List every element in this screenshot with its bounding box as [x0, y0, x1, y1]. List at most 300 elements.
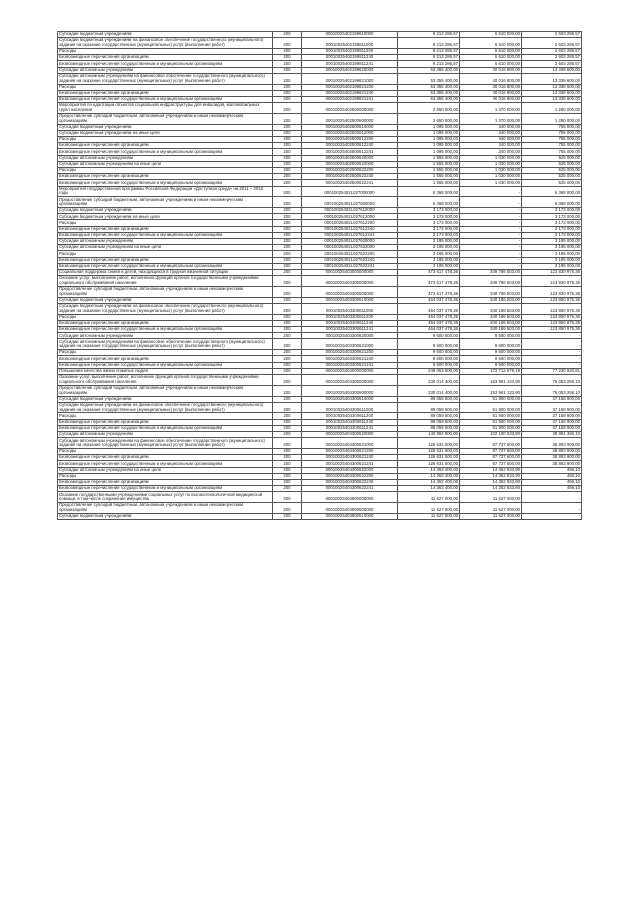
classification-code-cell: 00010025402L027620000 — [302, 239, 398, 245]
executed-amount-cell: 340 000,00 — [460, 130, 522, 136]
approved-amount-cell: 2 650 000,00 — [398, 113, 460, 124]
unexecuted-amount-cell: 38 893 900,00 — [522, 455, 582, 461]
approved-amount-cell: 9 213 286,57 — [398, 32, 460, 38]
unexecuted-amount-cell: 755 000,00 — [522, 124, 582, 130]
line-code-cell: 200 — [273, 473, 302, 479]
executed-amount-cell: 1 030 000,00 — [460, 180, 522, 186]
expense-name-cell: Безвозмездные перечисления организациям — [58, 356, 273, 362]
table-row — [58, 492, 582, 503]
table-row — [58, 197, 582, 208]
executed-amount-cell: 340 186 503,00 — [460, 314, 522, 320]
classification-code-cell: 00010025404300621241 — [302, 461, 398, 467]
classification-code-cell: 00010025403300600000 — [302, 286, 398, 297]
expense-name-cell: Расходы — [58, 449, 273, 455]
executed-amount-cell: 1 030 000,00 — [460, 167, 522, 173]
classification-code-cell: 00010025402L027622240 — [302, 257, 398, 263]
executed-amount-cell: 51 900 000,00 — [460, 425, 522, 431]
executed-amount-cell: - — [460, 186, 522, 197]
line-code-cell: 200 — [273, 251, 302, 257]
expense-name-cell: Субсидии бюджетным учреждениям — [58, 297, 273, 303]
line-code-cell: 200 — [273, 479, 302, 485]
line-code-cell: 200 — [273, 226, 302, 232]
expense-name-cell: Безвозмездные перечисления государственным и муниципальным организациям — [58, 232, 273, 238]
unexecuted-amount-cell: 13 338 600,00 — [522, 96, 582, 102]
approved-amount-cell: 464 037 478,36 — [398, 303, 460, 314]
line-code-cell: 200 — [273, 38, 302, 49]
line-code-cell: 200 — [273, 374, 302, 385]
classification-code-cell: 00010025403000000000 — [302, 269, 398, 275]
expense-name-cell: Расходы — [58, 350, 273, 356]
classification-code-cell: 00010025403300621241 — [302, 362, 398, 368]
classification-code-cell: 00010025403300610000 — [302, 297, 398, 303]
unexecuted-amount-cell: 2 603 286,57 — [522, 61, 582, 67]
line-code-cell: 200 — [273, 263, 302, 269]
executed-amount-cell: 9 600 000,00 — [460, 362, 522, 368]
line-code-cell: 200 — [273, 180, 302, 186]
unexecuted-amount-cell: 3 195 000,00 — [522, 257, 582, 263]
approved-amount-cell: 9 213 286,57 — [398, 61, 460, 67]
executed-amount-cell: 340 186 503,00 — [460, 303, 522, 314]
approved-amount-cell: 89 059 500,00 — [398, 402, 460, 413]
approved-amount-cell: 1 095 000,00 — [398, 143, 460, 149]
unexecuted-amount-cell: 755 000,00 — [522, 143, 582, 149]
classification-code-cell: 00010025404300621200 — [302, 449, 398, 455]
approved-amount-cell: 473 617 478,36 — [398, 269, 460, 275]
classification-code-cell: 00010025404900600000 — [302, 503, 398, 514]
table-row — [58, 286, 582, 297]
classification-code-cell: 00010025403300621000 — [302, 339, 398, 350]
unexecuted-amount-cell: 2 603 286,57 — [522, 38, 582, 49]
expense-name-cell: Расходы — [58, 251, 273, 257]
line-code-cell: 200 — [273, 257, 302, 263]
approved-amount-cell: 3 173 000,00 — [398, 208, 460, 214]
line-code-cell: 200 — [273, 503, 302, 514]
line-code-cell: 200 — [273, 161, 302, 167]
expense-name-cell: Предоставление субсидий бюджетным, автономным учреждениям и иным некоммерческим организациям — [58, 197, 273, 208]
expense-name-cell: Расходы — [58, 473, 273, 479]
line-code-cell: 200 — [273, 276, 302, 287]
expense-name-cell: Субсидии автономным учреждениям на иные цели — [58, 161, 273, 167]
unexecuted-amount-cell: 466,10 — [522, 473, 582, 479]
classification-code-cell: 00010025402500622241 — [302, 180, 398, 186]
unexecuted-amount-cell: 123 830 975,36 — [522, 286, 582, 297]
line-code-cell: 200 — [273, 137, 302, 143]
line-code-cell: 200 — [273, 339, 302, 350]
unexecuted-amount-cell: 1 280 000,00 — [522, 113, 582, 124]
line-code-cell: 200 — [273, 467, 302, 473]
executed-amount-cell: 11 627 000,00 — [460, 492, 522, 503]
classification-code-cell: 00010025402L027612241 — [302, 232, 398, 238]
classification-code-cell: 00010025402500600000 — [302, 113, 398, 124]
line-code-cell: 200 — [273, 96, 302, 102]
expense-name-cell: Безвозмездные перечисления государственным и муниципальным организациям — [58, 327, 273, 333]
unexecuted-amount-cell: 755 000,00 — [522, 130, 582, 136]
expense-name-cell: Субсидии автономным учреждениям на финансовое обеспечение государственного (муниципального) задания на оказание государственных (муниципальных) услуг (выполнение работ) — [58, 73, 273, 84]
classification-code-cell: 00010025402L027622000 — [302, 245, 398, 251]
expense-name-cell: Оказание услуг, выполнение работ, исполнение функций органов государственными учреждениями социального обслуживания населения — [58, 276, 273, 287]
line-code-cell: 200 — [273, 356, 302, 362]
approved-amount-cell: 14 363 400,00 — [398, 467, 460, 473]
line-code-cell: 200 — [273, 425, 302, 431]
expense-name-cell: Оказание услуг, выполнение работ, исполнение функций органов государственными учреждениями социального обслуживания населения — [58, 374, 273, 385]
approved-amount-cell: 464 037 478,36 — [398, 320, 460, 326]
executed-amount-cell: 51 900 000,00 — [460, 419, 522, 425]
executed-amount-cell: - — [460, 251, 522, 257]
line-code-cell: 200 — [273, 32, 302, 38]
classification-code-cell: 00010025402500612000 — [302, 130, 398, 136]
table-row — [58, 374, 582, 385]
executed-amount-cell: 11 627 000,00 — [460, 513, 522, 519]
classification-code-cell: 00010025402L027612200 — [302, 220, 398, 226]
line-code-cell: 200 — [273, 67, 302, 73]
expense-name-cell: Субсидии бюджетным учреждениям — [58, 208, 273, 214]
approved-amount-cell: 9 600 000,00 — [398, 339, 460, 350]
classification-code-cell: 00010025402500612200 — [302, 137, 398, 143]
classification-code-cell: 00010025402L027600000 — [302, 197, 398, 208]
approved-amount-cell: 1 555 000,00 — [398, 161, 460, 167]
expense-name-cell: Субсидии автономным учреждениям — [58, 333, 273, 339]
approved-amount-cell: 464 037 478,36 — [398, 314, 460, 320]
table-row — [58, 103, 582, 114]
line-code-cell: 200 — [273, 327, 302, 333]
approved-amount-cell: 11 627 000,00 — [398, 513, 460, 519]
approved-amount-cell: 3 173 000,00 — [398, 226, 460, 232]
classification-code-cell: 00010025402500622200 — [302, 167, 398, 173]
table-row — [58, 113, 582, 124]
expense-name-cell: Субсидии бюджетным учреждениям на иные цели — [58, 214, 273, 220]
executed-amount-cell: 40 016 800,00 — [460, 84, 522, 90]
approved-amount-cell: 11 627 000,00 — [398, 492, 460, 503]
executed-amount-cell: - — [460, 245, 522, 251]
classification-code-cell: 00010025402500622240 — [302, 174, 398, 180]
executed-amount-cell: 340 000,00 — [460, 137, 522, 143]
unexecuted-amount-cell: 3 173 000,00 — [522, 214, 582, 220]
unexecuted-amount-cell: 3 173 000,00 — [522, 208, 582, 214]
executed-amount-cell: 153 961 133,90 — [460, 374, 522, 385]
classification-code-cell: 00010025404300600000 — [302, 385, 398, 396]
unexecuted-amount-cell: 123 830 975,36 — [522, 276, 582, 287]
expense-name-cell: Расходы — [58, 48, 273, 54]
executed-amount-cell: 349 786 503,00 — [460, 286, 522, 297]
line-code-cell: 200 — [273, 149, 302, 155]
executed-amount-cell: - — [460, 232, 522, 238]
unexecuted-amount-cell: 525 000,00 — [522, 174, 582, 180]
classification-code-cell: 00010025404300000000 — [302, 374, 398, 385]
approved-amount-cell: 1 555 000,00 — [398, 167, 460, 173]
approved-amount-cell: 1 095 000,00 — [398, 137, 460, 143]
executed-amount-cell: 51 900 000,00 — [460, 402, 522, 413]
expense-name-cell: Безвозмездные перечисления организациям — [58, 419, 273, 425]
expense-name-cell: Субсидии автономным учреждениям — [58, 67, 273, 73]
executed-amount-cell: 6 610 000,00 — [460, 61, 522, 67]
line-code-cell: 200 — [273, 90, 302, 96]
executed-amount-cell: - — [460, 214, 522, 220]
executed-amount-cell: 14 362 933,90 — [460, 473, 522, 479]
classification-code-cell: 00010025404300611241 — [302, 425, 398, 431]
unexecuted-amount-cell: 3 195 000,00 — [522, 239, 582, 245]
classification-code-cell: 00010025402500622000 — [302, 161, 398, 167]
classification-code-cell: 00010025402199821241 — [302, 96, 398, 102]
executed-amount-cell: - — [460, 257, 522, 263]
line-code-cell: 200 — [273, 73, 302, 84]
expense-name-cell: Субсидии автономным учреждениям — [58, 239, 273, 245]
line-code-cell: 200 — [273, 297, 302, 303]
unexecuted-amount-cell: 38 893 900,00 — [522, 438, 582, 449]
line-code-cell: 200 — [273, 303, 302, 314]
approved-amount-cell: 1 555 000,00 — [398, 155, 460, 161]
approved-amount-cell: 126 631 500,00 — [398, 438, 460, 449]
line-code-cell: 200 — [273, 103, 302, 114]
executed-amount-cell: - — [460, 220, 522, 226]
line-code-cell: 200 — [273, 124, 302, 130]
unexecuted-amount-cell: 6 368 000,00 — [522, 186, 582, 197]
classification-code-cell: 00010025403300611000 — [302, 303, 398, 314]
approved-amount-cell: 1 095 000,00 — [398, 130, 460, 136]
approved-amount-cell: 464 037 478,36 — [398, 297, 460, 303]
unexecuted-amount-cell: 38 893 900,00 — [522, 461, 582, 467]
unexecuted-amount-cell: 6 368 000,00 — [522, 197, 582, 208]
classification-code-cell: 00010025402199811200 — [302, 48, 398, 54]
line-code-cell: 200 — [273, 186, 302, 197]
executed-amount-cell: 14 362 933,90 — [460, 479, 522, 485]
line-code-cell: 200 — [273, 333, 302, 339]
executed-amount-cell: 9 600 000,00 — [460, 333, 522, 339]
line-code-cell: 200 — [273, 208, 302, 214]
expense-name-cell: Безвозмездные перечисления государственным и муниципальным организациям — [58, 263, 273, 269]
line-code-cell: 200 — [273, 61, 302, 67]
expense-name-cell: Расходы — [58, 167, 273, 173]
unexecuted-amount-cell: 525 000,00 — [522, 180, 582, 186]
classification-code-cell: 00010025403300621200 — [302, 350, 398, 356]
approved-amount-cell: 53 355 400,00 — [398, 84, 460, 90]
approved-amount-cell: 249 053 500,00 — [398, 368, 460, 374]
line-code-cell: 200 — [273, 396, 302, 402]
expense-name-cell: Безвозмездные перечисления государственным и муниципальным организациям — [58, 425, 273, 431]
unexecuted-amount-cell: 3 195 000,00 — [522, 263, 582, 269]
unexecuted-amount-cell: 37 158 900,00 — [522, 396, 582, 402]
expense-name-cell: Безвозмездные перечисления организациям — [58, 455, 273, 461]
expense-name-cell: Безвозмездные перечисления государственным и муниципальным организациям — [58, 149, 273, 155]
expense-name-cell: Предоставление субсидий бюджетным, автономным учреждениям и иным некоммерческим организациям — [58, 286, 273, 297]
unexecuted-amount-cell: 3 173 000,00 — [522, 226, 582, 232]
classification-code-cell: 00010025404900610000 — [302, 513, 398, 519]
classification-code-cell: 00010025402500610000 — [302, 124, 398, 130]
line-code-cell: 200 — [273, 113, 302, 124]
approved-amount-cell: 9 213 286,57 — [398, 55, 460, 61]
expense-name-cell: Субсидии автономным учреждениям — [58, 155, 273, 161]
executed-amount-cell: 14 362 933,90 — [460, 467, 522, 473]
unexecuted-amount-cell: 38 893 900,00 — [522, 449, 582, 455]
classification-code-cell: 00010025403300611241 — [302, 327, 398, 333]
line-code-cell: 200 — [273, 55, 302, 61]
unexecuted-amount-cell: 466,10 — [522, 479, 582, 485]
classification-code-cell: 00010025402L027622241 — [302, 263, 398, 269]
unexecuted-amount-cell: 77 230 920,81 — [522, 368, 582, 374]
expense-name-cell: Субсидии бюджетным учреждениям на финансовое обеспечение государственного (муниципального) задания на оказание государственных (муниципальных) услуг (выполнение работ) — [58, 402, 273, 413]
expense-name-cell: Расходы — [58, 137, 273, 143]
approved-amount-cell: 230 014 400,00 — [398, 385, 460, 396]
line-code-cell: 200 — [273, 245, 302, 251]
unexecuted-amount-cell: 466,10 — [522, 467, 582, 473]
approved-amount-cell: 53 355 400,00 — [398, 96, 460, 102]
expense-name-cell: Безвозмездные перечисления государственным и муниципальным организациям — [58, 180, 273, 186]
table-row — [58, 276, 582, 287]
classification-code-cell: 00010025403300620000 — [302, 333, 398, 339]
unexecuted-amount-cell: 2 603 286,57 — [522, 48, 582, 54]
unexecuted-amount-cell: - — [522, 339, 582, 350]
line-code-cell: 200 — [273, 84, 302, 90]
unexecuted-amount-cell: 38 894 366,10 — [522, 432, 582, 438]
unexecuted-amount-cell: 525 000,00 — [522, 167, 582, 173]
executed-amount-cell: 51 900 000,00 — [460, 396, 522, 402]
unexecuted-amount-cell: 76 053 266,10 — [522, 385, 582, 396]
classification-code-cell: 00010025404300611200 — [302, 413, 398, 419]
classification-code-cell: 00010025402199821000 — [302, 73, 398, 84]
unexecuted-amount-cell: 2 603 286,57 — [522, 32, 582, 38]
executed-amount-cell: 9 600 000,00 — [460, 356, 522, 362]
classification-code-cell: 00010025403300000000 — [302, 276, 398, 287]
executed-amount-cell: 6 610 000,00 — [460, 48, 522, 54]
classification-code-cell: 00010025404300610000 — [302, 396, 398, 402]
classification-code-cell: 00010025403300611240 — [302, 320, 398, 326]
approved-amount-cell: 14 363 400,00 — [398, 479, 460, 485]
executed-amount-cell: - — [460, 239, 522, 245]
classification-code-cell: 00010025402500612241 — [302, 149, 398, 155]
approved-amount-cell: 89 059 500,00 — [398, 425, 460, 431]
approved-amount-cell: 11 627 000,00 — [398, 503, 460, 514]
classification-code-cell: 00010025404300611240 — [302, 419, 398, 425]
approved-amount-cell: 14 363 400,00 — [398, 473, 460, 479]
executed-amount-cell: 6 610 000,00 — [460, 38, 522, 49]
expense-name-cell: Социальная поддержка семей и детей, находящихся в трудной жизненной ситуации — [58, 269, 273, 275]
approved-amount-cell: 89 059 500,00 — [398, 396, 460, 402]
unexecuted-amount-cell: 466,10 — [522, 486, 582, 492]
unexecuted-amount-cell: 755 000,00 — [522, 149, 582, 155]
executed-amount-cell: 340 186 503,00 — [460, 320, 522, 326]
executed-amount-cell: 1 030 000,00 — [460, 174, 522, 180]
unexecuted-amount-cell: 755 000,00 — [522, 137, 582, 143]
classification-code-cell: 00010025403300621240 — [302, 356, 398, 362]
approved-amount-cell: 9 600 000,00 — [398, 362, 460, 368]
expense-name-cell: Безвозмездные перечисления организациям — [58, 226, 273, 232]
table-row — [58, 186, 582, 197]
approved-amount-cell: 126 631 500,00 — [398, 455, 460, 461]
expense-name-cell: Безвозмездные перечисления государственным и муниципальным организациям — [58, 61, 273, 67]
executed-amount-cell: 6 610 000,00 — [460, 32, 522, 38]
executed-amount-cell: 153 961 133,90 — [460, 385, 522, 396]
approved-amount-cell: 464 037 478,36 — [398, 327, 460, 333]
table-row — [58, 38, 582, 49]
executed-amount-cell: 11 627 000,00 — [460, 503, 522, 514]
approved-amount-cell: 6 368 000,00 — [398, 197, 460, 208]
classification-code-cell: 00010025402500000000 — [302, 103, 398, 114]
table-row — [58, 73, 582, 84]
unexecuted-amount-cell: 2 603 286,57 — [522, 55, 582, 61]
line-code-cell: 200 — [273, 402, 302, 413]
unexecuted-amount-cell: 13 338 600,00 — [522, 84, 582, 90]
expense-name-cell: Безвозмездные перечисления организациям — [58, 479, 273, 485]
line-code-cell: 200 — [273, 413, 302, 419]
unexecuted-amount-cell: - — [522, 333, 582, 339]
executed-amount-cell: 172 712 579,19 — [460, 368, 522, 374]
classification-code-cell: 00010025404300622000 — [302, 467, 398, 473]
unexecuted-amount-cell: 37 158 900,00 — [522, 402, 582, 413]
approved-amount-cell: 14 363 400,00 — [398, 486, 460, 492]
line-code-cell: 200 — [273, 455, 302, 461]
executed-amount-cell: 87 737 600,00 — [460, 455, 522, 461]
expense-name-cell: Субсидии автономным учреждениям на финансовое обеспечение государственного (муниципального) задания на оказание государственных (муниципальных) услуг (выполнение работ) — [58, 339, 273, 350]
classification-code-cell: 00010025402L027000000 — [302, 186, 398, 197]
table-row — [58, 385, 582, 396]
table-row — [58, 339, 582, 350]
table-row — [58, 438, 582, 449]
classification-code-cell: 00010025404300622240 — [302, 479, 398, 485]
approved-amount-cell: 3 195 000,00 — [398, 257, 460, 263]
expense-name-cell: Оказание государственными учреждениями социальных услуг по высокотехнологичной медицинской помощи, в том числе сохранение имущества — [58, 492, 273, 503]
classification-code-cell: 00010025402199811241 — [302, 61, 398, 67]
line-code-cell: 200 — [273, 286, 302, 297]
approved-amount-cell: 3 195 000,00 — [398, 263, 460, 269]
line-code-cell: 200 — [273, 130, 302, 136]
approved-amount-cell: 2 650 000,00 — [398, 103, 460, 114]
expense-name-cell: Субсидии автономным учреждениям на иные цели — [58, 467, 273, 473]
unexecuted-amount-cell: 525 000,00 — [522, 155, 582, 161]
approved-amount-cell: 473 617 478,36 — [398, 276, 460, 287]
classification-code-cell: 00010025402L027622200 — [302, 251, 398, 257]
classification-code-cell: 00010025404300620000 — [302, 432, 398, 438]
expense-name-cell: Субсидии бюджетным учреждениям — [58, 32, 273, 38]
executed-amount-cell: 6 610 000,00 — [460, 55, 522, 61]
unexecuted-amount-cell: 123 850 975,36 — [522, 327, 582, 333]
executed-amount-cell: 87 737 600,00 — [460, 449, 522, 455]
executed-amount-cell: - — [460, 226, 522, 232]
unexecuted-amount-cell: - — [522, 362, 582, 368]
table-row — [58, 402, 582, 413]
line-code-cell: 200 — [273, 486, 302, 492]
executed-amount-cell: - — [460, 208, 522, 214]
line-code-cell: 200 — [273, 320, 302, 326]
table-body — [58, 32, 582, 520]
classification-code-cell: 00010025402199811000 — [302, 38, 398, 49]
unexecuted-amount-cell: - — [522, 492, 582, 503]
unexecuted-amount-cell: 13 338 600,00 — [522, 73, 582, 84]
approved-amount-cell: 1 095 000,00 — [398, 124, 460, 130]
unexecuted-amount-cell: 3 173 000,00 — [522, 232, 582, 238]
line-code-cell: 200 — [273, 239, 302, 245]
classification-code-cell: 00010025402199810000 — [302, 32, 398, 38]
executed-amount-cell: 1 030 000,00 — [460, 161, 522, 167]
unexecuted-amount-cell: 76 053 266,10 — [522, 374, 582, 385]
unexecuted-amount-cell: 123 850 975,36 — [522, 314, 582, 320]
expense-name-cell: Повышение качества жизни пожилых людей — [58, 368, 273, 374]
approved-amount-cell: 9 600 000,00 — [398, 356, 460, 362]
line-code-cell: 200 — [273, 143, 302, 149]
approved-amount-cell: 6 368 000,00 — [398, 186, 460, 197]
line-code-cell: 200 — [273, 167, 302, 173]
unexecuted-amount-cell: 37 158 900,00 — [522, 413, 582, 419]
line-code-cell: 200 — [273, 197, 302, 208]
unexecuted-amount-cell: 3 195 000,00 — [522, 245, 582, 251]
expense-name-cell: Безвозмездные перечисления организациям — [58, 90, 273, 96]
line-code-cell: 200 — [273, 449, 302, 455]
expense-name-cell: Предоставление субсидий бюджетным, автономным учреждениям и иным некоммерческим организациям — [58, 503, 273, 514]
line-code-cell: 200 — [273, 368, 302, 374]
classification-code-cell: 00010025404300622241 — [302, 486, 398, 492]
expense-name-cell: Субсидии бюджетным учреждениям на иные цели — [58, 130, 273, 136]
executed-amount-cell: 349 786 503,00 — [460, 269, 522, 275]
classification-code-cell: 00010025404300621000 — [302, 438, 398, 449]
table-row — [58, 513, 582, 519]
